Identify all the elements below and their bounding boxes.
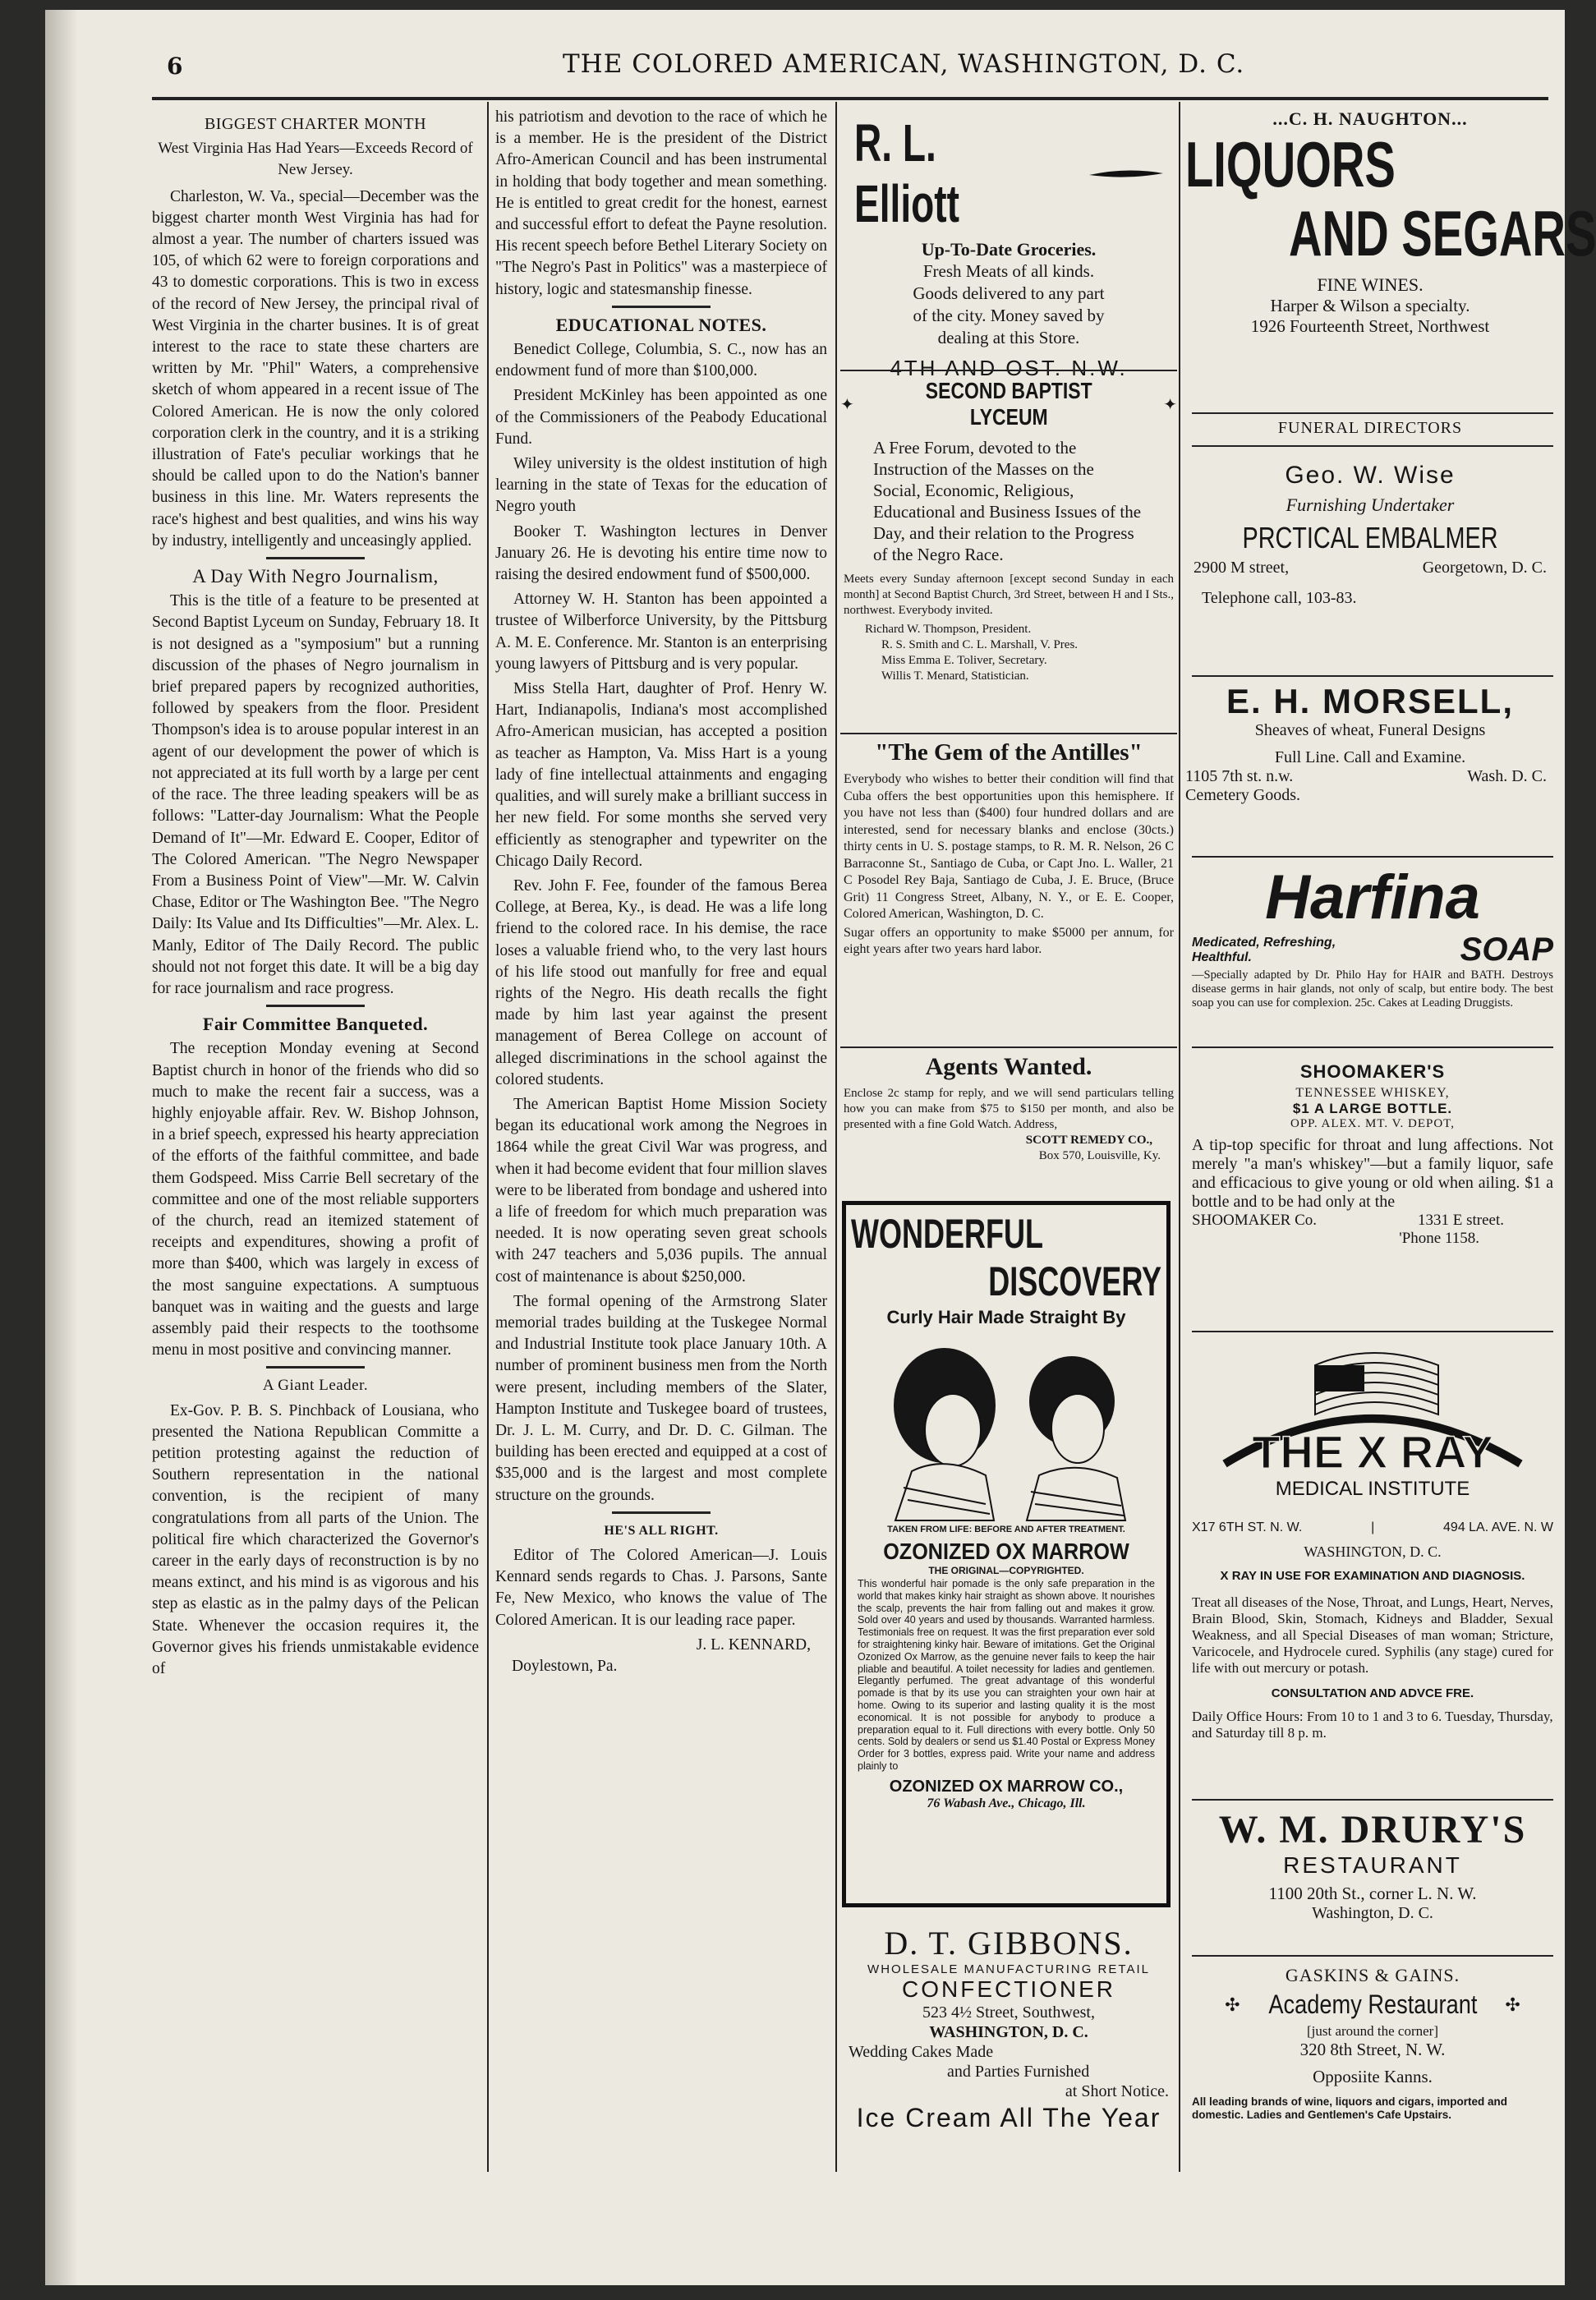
edu-note-7: Rev. John F. Fee, founder of the famous Berea College, at Berea, Ky., is dead. He was a life long friend to the colored race. In his demise, the race loses a valuable friend who, to the very last hours of his life stood out manfully for free and equal rights of the Negro. His death recalls the fight made by him last year against the present management of Berea College on account of alleged discriminations in the school against the colored students. (495, 876, 827, 1088)
ornament-icon: ✣ (1225, 1994, 1240, 2015)
morsell-line-1: Sheaves of wheat, Funeral Designs (1254, 721, 1486, 739)
xray-institute: MEDICAL INSTITUTE (1275, 1478, 1470, 1500)
ad-elliott (840, 113, 1177, 381)
article-giant-leader: Ex-Gov. P. B. S. Pinchback of Lousiana, who presented the Nationa Republican Committe a petition protesting against the reduction of Southern representation in the national convention, is the recipient of many congratulations from all parts of the Union. The political fire which characterized the Governor's career in the early days of reconstruction is by no means extinct, and his mind is as vigorous and his step as elastic as in the palmy days of the Pelican State. Whenever the occasion requires it, the Governor gives his friends unmistakable evidence of (152, 1401, 479, 1678)
wise-telephone: Telephone call, 103-83. (1202, 589, 1357, 607)
column-1 (152, 107, 479, 2169)
ornament-icon: ✦ (1163, 395, 1177, 414)
elliott-address: 4TH AND OST. N.W. (890, 356, 1128, 380)
drury-address: 1100 20th St., corner L. N. W. (1268, 1884, 1477, 1903)
edu-note-3: Wiley university is the oldest institution of high learning in the state of Texas for the education of Negro youth (495, 455, 827, 516)
ad-morsell (1185, 682, 1555, 805)
naughton-address: 1926 Fourteenth Street, Northwest (1250, 316, 1490, 336)
column-rule-3 (1179, 102, 1180, 2172)
agents-body: Enclose 2c stamp for reply, and we will send particulars telling how you can make from $75 to $150 per month, and also be presented with a fine Gold Watch. Address, (844, 1087, 1174, 1131)
headline-banquet: Fair Committee Banqueted. (202, 1014, 429, 1035)
edu-note-8: The American Baptist Home Mission Society began its educational work among the Negroes in 1864 while the great Civil War was progress, and when it had become evident that four million slaves were to be liberated from bondage and ushered into a life of freedom for which much preparation was needed. It is now operating seven great schools with 247 teachers and 5,036 pupils. The annual cost of maintenance is about $250,000. (495, 1095, 827, 1286)
ox-original: THE ORIGINAL—COPYRIGHTED. (928, 1565, 1084, 1576)
shoomaker-depot: OPP. ALEX. MT. V. DEPOT, (1290, 1117, 1455, 1130)
gem-title: "The Gem of the Antilles" (875, 739, 1143, 766)
column-rule-1 (487, 102, 489, 2172)
portrait-before-icon (894, 1348, 996, 1520)
letter-place: Doylestown, Pa. (512, 1658, 618, 1676)
gibbons-line-3: Wedding Cakes Made (849, 2043, 994, 2061)
headline-charter: BIGGEST CHARTER MONTH (204, 115, 427, 133)
ornament-icon: ✣ (1505, 1994, 1520, 2015)
headline-journalism: A Day With Negro Journalism, (192, 566, 439, 587)
wise-street: 2900 M street, (1194, 559, 1290, 577)
headline-educational: EDUCATIONAL NOTES. (555, 314, 767, 335)
ad-xray (1192, 1341, 1553, 1741)
ornament-icon: ✦ (840, 395, 854, 414)
article-charter: Charleston, W. Va., special—December was the biggest charter month West Virginia has had for almost a year. The number of charters issued was 105, of which 62 were to foreign corporations and 43 to domestic corporations. This is two in excess of the record of New Jersey, the principal rival of West Virginia in the charter busines. It is of great interest to the race to state these charters are written by Mr. "Phil" Waters, a comprehensive sketch of whom appeared in a recent issue of The Colored American. He is now the only colored corporation clerk in the country, and it is a striking illustration of Fate's peculiar workings that he should be called upon to do the Nation's banner business in this line. Mr. Waters represents the race's highest and best qualities, and wins his way by industry, intelligently and unceasingly applied. (152, 187, 479, 550)
xray-use: X RAY IN USE FOR EXAMINATION AND DIAGNOSIS. (1220, 1569, 1525, 1583)
headline-giant-leader: A Giant Leader. (262, 1377, 369, 1395)
page-edge-shadow (45, 10, 78, 2285)
column-rule-2 (835, 102, 837, 2172)
ad-drury (1192, 1807, 1553, 1923)
flag-icon (1315, 1353, 1438, 1414)
ad-naughton (1185, 108, 1596, 337)
ad-rule (1192, 1955, 1553, 1957)
naughton-name: ...C. H. NAUGHTON... (1272, 108, 1468, 129)
flourish-icon (1089, 165, 1163, 182)
lyceum-title: SECOND BAPTIST LYCEUM (925, 378, 1092, 430)
gaskins-brands: All leading brands of wine, liquors and cigars, imported and domestic. Ladies and Gentlemen's Cafe Upstairs. (1192, 2095, 1508, 2121)
ad-harfina (1192, 864, 1553, 1010)
edu-note-4: Booker T. Washington lectures in Denver January 26. He is devoting his entire time now to raising the desired endowment fund of $500,000. (495, 522, 827, 584)
masthead-title: THE COLORED AMERICAN, WASHINGTON, D. C. (563, 49, 1245, 79)
lyceum-officer-4: Willis T. Menard, Statistician. (881, 669, 1029, 683)
ox-name: OZONIZED OX MARROW (883, 1539, 1129, 1564)
wise-undertaker: Furnishing Undertaker (1286, 494, 1455, 515)
divider (266, 1005, 365, 1007)
xray-emblem-icon (1192, 1341, 1553, 1513)
wise-name: Geo. W. Wise (1285, 462, 1456, 489)
divider (612, 1511, 711, 1514)
gaskins-around: [just around the corner] (1306, 2023, 1439, 2039)
xray-name: THE X RAY (1252, 1426, 1493, 1478)
gaskins-address: 320 8th Street, N. W. (1299, 2040, 1446, 2059)
harfina-name: Harfina (1265, 862, 1480, 932)
agents-company: SCOTT REMEDY CO., (1025, 1134, 1152, 1147)
morsell-city: Wash. D. C. (1467, 767, 1547, 785)
naughton-wines: FINE WINES. (1317, 274, 1424, 295)
before-after-portraits-icon (854, 1332, 1158, 1520)
xray-body: Treat all diseases of the Nose, Throat, and Lungs, Heart, Nerves, Brain Blood, Skin, Stomach, Kidneys and Bladder, Sexual Weakness, and all Special Diseases of man woman; Stricture, Varicocele, and Hydrocele cured. Syphilis (any stage) cured for life with out mercury or potash. (1192, 1594, 1553, 1676)
edu-note-9: The formal opening of the Armstrong Slater memorial trades building at the Tuskegee Normal and Industrial Institute took place January 10th. A number of prominent business men from the North were present, including members of the Slater, Hampton Institute and Tuskegee board of trustees, Dr. J. L. M. Curry, and Dr. D. C. Gilman. The building has been erected and equipped at a cost of $35,000 and is the largest and most complete structure on the grounds. (495, 1292, 827, 1504)
ad-wise (1185, 462, 1555, 608)
gibbons-confectioner: CONFECTIONER (902, 1976, 1115, 2002)
gibbons-ice-cream: Ice Cream All The Year (856, 2103, 1161, 2132)
ad-rule (1192, 1799, 1553, 1801)
harfina-text: —Specially adapted by Dr. Philo Hay for HAIR and BATH. Destroys disease germs in hair glands, not only of scalp, but entire body. The best soap you can use for complexion. 25c. Cakes at Leading Druggists. (1192, 968, 1553, 1010)
drury-city: Washington, D. C. (1312, 1904, 1433, 1922)
agents-box: Box 570, Louisville, Ky. (1038, 1149, 1161, 1162)
article-banquet: The reception Monday evening at Second Baptist church in honor of the friends who did so much to make the recent fair a success, was a highly enjoyable affair. Rev. W. Bishop Johnson, in a brief speech, expressed his hearty appreciation of the efforts of the faithful committee, and bade them Godspeed. Miss Carrie Bell secretary of the committee and one of the most reliable supporters of the church, read an itemized statement of receipts and expenditures, showing a profit of more than $400, which was largely in excess of the most sanguine expectations. A sumptuous banquet was in waiting and the guests and large assembly paid their respects to the toothsome menu in most positive and convincing manner. (152, 1040, 479, 1359)
gibbons-addr-1: 523 4½ Street, Southwest, (922, 2003, 1095, 2022)
ad-lyceum (840, 378, 1177, 684)
ad-rule (1192, 1046, 1553, 1048)
elliott-line-3: Goods delivered to any part (913, 283, 1105, 303)
portrait-after-icon (1027, 1356, 1125, 1520)
elliott-line-5: dealing at this Store. (937, 328, 1080, 347)
ox-company: OZONIZED OX MARROW CO., (889, 1777, 1124, 1796)
masthead-rule (152, 97, 1548, 100)
divider (266, 557, 365, 559)
drury-name: W. M. DRURY'S (1218, 1808, 1527, 1852)
naughton-specialty: Harper & Wilson a specialty. (1270, 296, 1470, 315)
xray-address-1: X17 6TH ST. N. W. (1192, 1520, 1303, 1534)
ad-rule (840, 733, 1177, 734)
gibbons-addr-2: WASHINGTON, D. C. (929, 2023, 1088, 2041)
shoomaker-whiskey: TENNESSEE WHISKEY, (1295, 1086, 1450, 1100)
ad-rule (1192, 1331, 1553, 1332)
ad-rule (840, 370, 1177, 371)
xray-address-2: 494 LA. AVE. N. W (1443, 1520, 1553, 1534)
ad-rule (1192, 675, 1553, 677)
gaskins-academy: Academy Restaurant (1268, 1990, 1477, 2019)
gem-body: Everybody who wishes to better their condition will find that Cuba offers the best opportunities upon this hemisphere. If you have not less than ($400) four hundred dollars and are interested, send for necessary blanks and enclose (30cts.) thirty cents in U. S. postage stamps, to R. M. R. Nelson, 26 C Barraconne St., Santiago de Cuba, or Capt Jno. L. Waller, 21 C Posodel Rey Baja, Santiago de Cuba, J. E. Bruce, (Bruce Grit) 11 Congress Street, Albany, N. Y., or E. E. Cooper, Colored American, Washington, D. C. (844, 772, 1174, 921)
edu-note-6: Miss Stella Hart, daughter of Prof. Henry W. Hart, Indianapolis, Indiana's most accomplished Afro-American musician, has accepted a position as teacher as Hampton, Va. Miss Hart is a young lady of fine intellectual attainments and engaging qualities, and will surely make a brilliant success in her new field. For some months she served very efficiently as stenographer and typewriter on the Chicago Daily Record. (495, 680, 827, 870)
lyceum-officer-1: Richard W. Thompson, President. (865, 623, 1032, 636)
drury-restaurant: RESTAURANT (1283, 1852, 1462, 1878)
gaskins-name: GASKINS & GAINS. (1285, 1965, 1460, 1985)
ad-shoomaker (1192, 1061, 1553, 1248)
ad-gaskins (1192, 1965, 1553, 2122)
edu-note-1: Benedict College, Columbia, S. C., now has an endowment fund of more than $100,000. (495, 341, 827, 380)
shoomaker-price: $1 A LARGE BOTTLE. (1292, 1101, 1453, 1116)
gaskins-opposite: Opposiite Kanns. (1313, 2067, 1433, 2086)
ad-ox-marrow (842, 1201, 1171, 1907)
agents-title: Agents Wanted. (925, 1053, 1092, 1080)
lyceum-body: A Free Forum, devoted to the Instruction of the Masses on the Social, Economic, Religious, Educational and Business Issues of the Day, and their relation to the Progress of the Negro Race. (873, 438, 1142, 564)
gibbons-name: D. T. GIBBONS. (884, 1925, 1134, 1962)
edu-note-2: President McKinley has been appointed as one of the Commissioners of the Peabody Educational Fund. (495, 387, 827, 448)
naughton-segars: AND SEGARS (1289, 197, 1596, 269)
lyceum-officer-2: R. S. Smith and C. L. Marshall, V. Pres. (881, 638, 1079, 651)
ad-rule (1192, 856, 1553, 858)
page-number: 6 (167, 53, 183, 80)
ox-caption: TAKEN FROM LIFE: BEFORE AND AFTER TREATMENT. (887, 1525, 1125, 1534)
ox-wonderful: WONDERFUL (851, 1211, 1043, 1257)
funeral-directors: FUNERAL DIRECTORS (1277, 419, 1463, 437)
headline-alright: HE'S ALL RIGHT. (604, 1523, 719, 1538)
elliott-line-4: of the city. Money saved by (913, 306, 1105, 325)
elliott-name: R. L. Elliott (854, 113, 959, 233)
elliott-line-1: Up-To-Date Groceries. (921, 239, 1097, 260)
shoomaker-street: 1331 E street. (1417, 1212, 1504, 1229)
wise-town: Georgetown, D. C. (1422, 559, 1547, 577)
gem-sugar: Sugar offers an opportunity to make $5000 per annum, for eight years after two years hard labor. (844, 925, 1174, 956)
article-journalism: This is the title of a feature to be presented at Second Baptist Lyceum on Sunday, February 18. It is not designed as a "symposium" but a running discussion of the phases of Negro journalism in brief prepared papers by recognized authorities, followed by speakers from the floor. President Thompson's idea is to arouse popular interest in an agent of our development the power of which is not appreciated at its full worth by a large per cent of the race. The three leading speakers will be as follows: "Latter-day Journalism: What the People Demand of It"—Mr. Edward E. Cooper, Editor of The Colored American. "The Negro Newspaper From a Business Point of View"—Mr. W. Calvin Chase, Editor or The Washington Bee. "The Negro Daily: Its Value and Its Difficulties"—Mr. Alex. L. Manly, Editor of The Daily Record. The public should not not forget this date. It will be a big day for race journalism and race progress. (152, 592, 479, 997)
ox-body: This wonderful hair pomade is the only safe preparation in the world that makes kinky hair straight as shown above. It nourishes the scalp, prevents the hair from falling out and makes it grow. Sold over 40 years and used by thousands. Warranted harmless. Testimonials free on request. It was the first preparation ever sold for straightening kinky hair. Beware of imitations. Get the Original Ozonized Ox Marrow, as the genuine never fails to keep the hair pliable and beautiful. A toilet necessity for ladies and gentlemen. Elegantly perfumed. The great advantage of this wonderful pomade is that by its use you can straighten your own hair at home. Owing to its superior and lasting quality it is the most economical. It is not possible for anybody to produce a preparation equal to it. Full directions with every bottle. Only 50 cents. Sold by dealers or send us $1.40 Postal or Express Money Order for 3 bottles, express paid. Write your name and address plainly to (858, 1578, 1155, 1772)
ox-discovery: DISCOVERY (988, 1258, 1161, 1304)
gibbons-line-5: at Short Notice. (1065, 2082, 1169, 2100)
shoomaker-company: SHOOMAKER Co. (1192, 1212, 1318, 1229)
column-2 (495, 107, 827, 2169)
naughton-liquors: LIQUORS (1185, 128, 1396, 200)
wise-embalmer: PRCTICAL EMBALMER (1242, 521, 1498, 554)
elliott-line-2: Fresh Meats of all kinds. (922, 261, 1095, 281)
letter-kennard: Editor of The Colored American—J. Louis Kennard sends regards to Chas. J. Parsons, Sante Fe, New Mexico, who knows the value of The Colored American. It is our leading race paper. (495, 1547, 827, 1629)
newspaper-page (45, 10, 1596, 2285)
divider (612, 306, 711, 308)
xray-consultation: CONSULTATION AND ADVCE FRE. (1271, 1686, 1474, 1700)
gibbons-wholesale: WHOLESALE MANUFACTURING RETAIL (867, 1962, 1150, 1976)
shoomaker-phone: 'Phone 1158. (1399, 1230, 1479, 1247)
xray-hours: Daily Office Hours: From 10 to 1 and 3 to 6. Tuesday, Thursday, and Saturday till 8 p. m. (1192, 1709, 1553, 1741)
lyceum-officer-3: Miss Emma E. Toliver, Secretary. (881, 654, 1047, 667)
ox-subtitle: Curly Hair Made Straight By (886, 1307, 1126, 1327)
ad-rule (1192, 412, 1553, 414)
gibbons-line-4: and Parties Furnished (947, 2063, 1090, 2081)
morsell-street: 1105 7th st. n.w. (1185, 767, 1294, 785)
harfina-soap: SOAP (1460, 932, 1553, 968)
xray-separator: | (1371, 1520, 1375, 1534)
ad-agents-wanted (840, 1053, 1177, 1164)
morsell-name: E. H. MORSELL, (1226, 682, 1514, 720)
article-giant-leader-cont: his patriotism and devotion to the race of which he is a member. He is the president of the District Afro-American Council and has been instrumental in holding that body together and mean something. He is entitled to great credit for the honest, earnest and successful effort to defeat the Payne resolution. His recent speech before Bethel Literary Society on "The Negro's Past in Politics" was a masterpiece of history, logic and statesmanship finesse. (495, 108, 827, 298)
ad-gem-antilles (840, 739, 1177, 960)
shoomaker-name: SHOOMAKER'S (1299, 1061, 1446, 1082)
lyceum-meets: Meets every Sunday afternoon [except second Sunday in each month] at Second Baptist Church, 3rd Street, between H and I Sts., northwest. Everybody invited. (844, 573, 1175, 617)
letter-signature: J. L. KENNARD, (696, 1635, 811, 1654)
ad-rule (840, 1046, 1177, 1048)
subhead-charter: West Virginia Has Had Years—Exceeds Record of New Jersey. (158, 140, 473, 179)
ad-gibbons (840, 1924, 1177, 2132)
morsell-line-2: Full Line. Call and Examine. (1274, 748, 1466, 766)
edu-note-5: Attorney W. H. Stanton has been appointed a trustee of Wilberforce University, by the Pittsburg A. M. E. Conference. Mr. Stanton is an enterprising young lawyers of Pittsburg and is very popular. (495, 591, 827, 673)
xray-city: WASHINGTON, D. C. (1304, 1543, 1442, 1560)
ad-rule (1192, 445, 1553, 447)
ox-address: 76 Wabash Ave., Chicago, Ill. (927, 1796, 1086, 1810)
morsell-cemetery: Cemetery Goods. (1185, 786, 1300, 804)
shoomaker-body: A tip-top specific for throat and lung affections. Not merely "a man's whiskey"—but a family liquor, safe and efficacious to give young or old when ailing. $1 a bottle and to be had only at the (1192, 1136, 1553, 1211)
divider (266, 1366, 365, 1368)
harfina-medicated: Medicated, Refreshing, Healthful. (1192, 935, 1336, 964)
